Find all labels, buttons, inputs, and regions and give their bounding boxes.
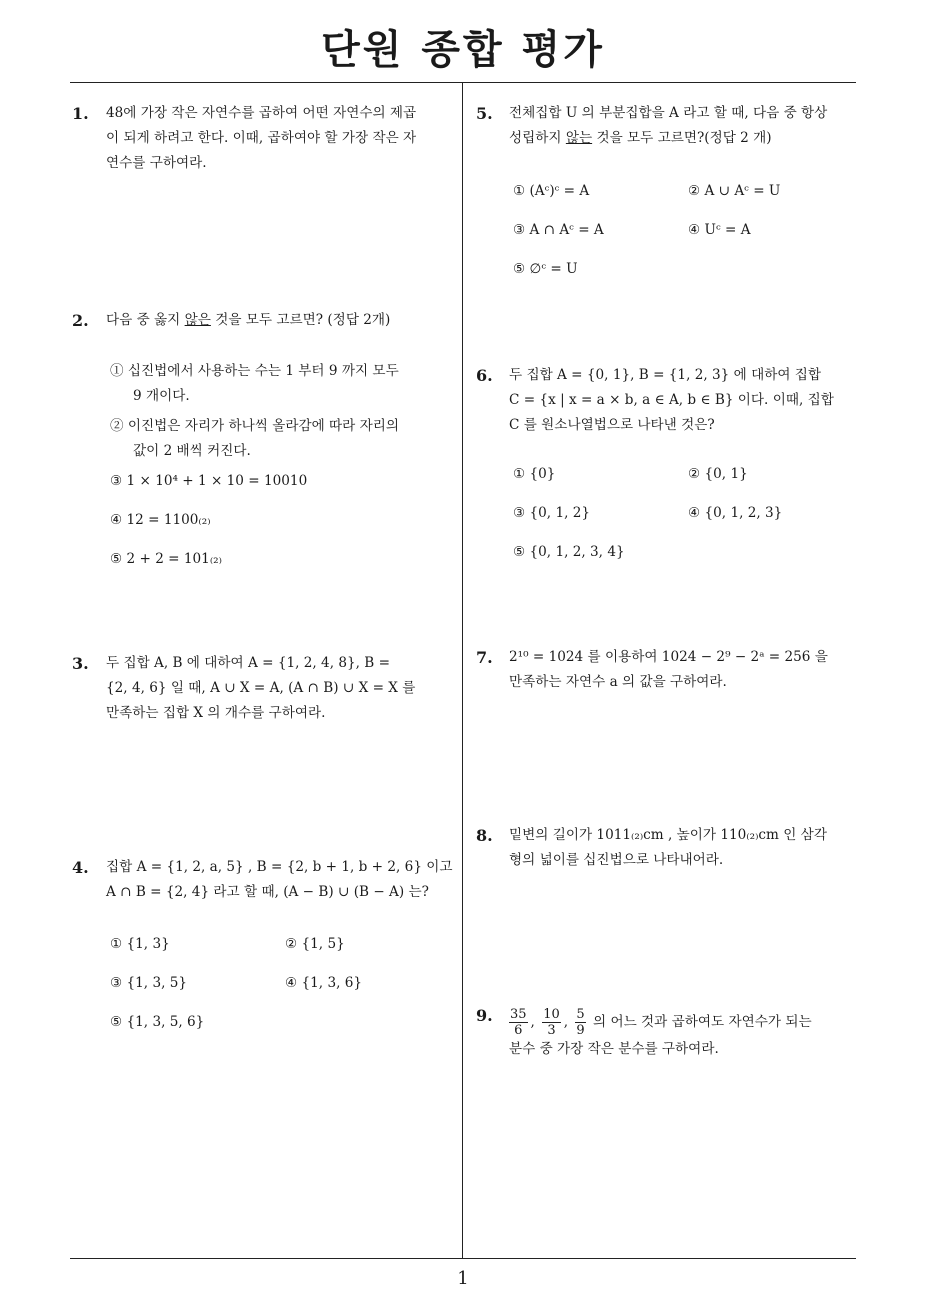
- question-number: 7.: [476, 648, 493, 667]
- underlined-word: 않는: [565, 130, 593, 146]
- text-line: 전체집합 U 의 부분집합을 A 라고 할 때, 다음 중 항상: [509, 105, 828, 121]
- text-line: 연수를 구하여라.: [106, 155, 207, 171]
- text-segment: 다음 중 옳지: [106, 312, 185, 328]
- choice-3: ③ {1, 3, 5}: [110, 975, 188, 991]
- text-line: C 를 원소나열법으로 나타낸 것은?: [509, 417, 715, 433]
- question-9-line-1: $\frac{35}{6}$ , $\frac{10}{3}$ , $\frac{5}{9}$ 의 어느 것과 곱하여도 자연수가 되는: [510, 1007, 812, 1038]
- fraction: [575, 1007, 585, 1038]
- question-number: 3.: [72, 654, 89, 673]
- choice-5: ⑤ {0, 1, 2, 3, 4}: [513, 544, 625, 560]
- choice-4: ④ 12 = 1100₍₂₎: [110, 512, 211, 528]
- question-number: 2.: [72, 311, 89, 330]
- text-line: A ∩ B = {2, 4} 라고 할 때, (A − B) ∪ (B − A) 는?: [106, 884, 429, 900]
- choice-3: ③ 1 × 10⁴ + 1 × 10 = 10010: [110, 473, 308, 489]
- question-number: 6.: [476, 366, 493, 385]
- text-line: 두 집합 A = {0, 1}, B = {1, 2, 3} 에 대하여 집합: [509, 367, 822, 383]
- choice-2: ② A ∪ Aᶜ = U: [688, 183, 781, 199]
- column-divider: [462, 83, 463, 1258]
- question-number: 5.: [476, 104, 493, 123]
- question-text: [106, 101, 456, 176]
- text-line: C = {x | x = a × b, a ∈ A, b ∈ B} 이다. 이때, 집합: [509, 392, 834, 408]
- choice-1: ① 십진법에서 사용하는 수는 1 부터 9 까지 모두: [110, 363, 399, 379]
- text-segment: 것을 모두 고르면? (정답 2개): [210, 312, 391, 328]
- numerator: 35: [510, 1007, 527, 1022]
- text-line: 만족하는 집합 X 의 개수를 구하여라.: [106, 705, 326, 721]
- choice-1-cont: 9 개이다.: [133, 388, 190, 404]
- question-text: [509, 363, 859, 438]
- numerator: 5: [576, 1007, 585, 1022]
- choice-4: ④ {1, 3, 6}: [285, 975, 363, 991]
- question-number: 1.: [72, 104, 89, 123]
- denominator: 3: [547, 1023, 556, 1038]
- text-line: 밑변의 길이가 1011₍₂₎cm , 높이가 110₍₂₎cm 인 삼각: [509, 827, 827, 843]
- numerator: 10: [543, 1007, 560, 1022]
- text-segment: 성립하지: [509, 130, 566, 146]
- choice-5: ⑤ {1, 3, 5, 6}: [110, 1014, 205, 1030]
- question-number: 4.: [72, 858, 89, 877]
- choice-3: ③ A ∩ Aᶜ = A: [513, 222, 604, 238]
- choice-2: ② {1, 5}: [285, 936, 345, 952]
- choice-1: ① {0}: [513, 466, 556, 482]
- choice-2: ② {0, 1}: [688, 466, 748, 482]
- text-line: 형의 넓이를 십진법으로 나타내어라.: [509, 852, 724, 868]
- text-line: [509, 126, 859, 151]
- text-line: 48에 가장 작은 자연수를 곱하여 어떤 자연수의 제곱: [106, 105, 417, 121]
- question-text: [106, 855, 456, 905]
- fraction: [542, 1007, 561, 1038]
- choice-4: ④ {0, 1, 2, 3}: [688, 505, 783, 521]
- text-segment: 것을 모두 고르면?(정답 2 개): [592, 130, 772, 146]
- choice-5: ⑤ 2 + 2 = 101₍₂₎: [110, 551, 222, 567]
- choice-4: ④ Uᶜ = A: [688, 222, 751, 238]
- denominator: 6: [514, 1023, 523, 1038]
- top-rule: [70, 82, 856, 83]
- question-9-line-2: 분수 중 가장 작은 분수를 구하여라.: [509, 1041, 719, 1057]
- choice-1: ① {1, 3}: [110, 936, 170, 952]
- denominator: 9: [576, 1023, 585, 1038]
- question-number: 8.: [476, 826, 493, 845]
- text-segment: 의 어느 것과 곱하여도 자연수가 되는: [593, 1014, 812, 1030]
- choice-1: ① (Aᶜ)ᶜ = A: [513, 183, 590, 199]
- question-text: [509, 101, 859, 151]
- text-line: 2¹⁰ = 1024 를 이용하여 1024 − 2⁹ − 2ᵃ = 256 을: [509, 649, 828, 665]
- question-text: [509, 823, 859, 873]
- question-text: [509, 645, 859, 695]
- choice-2-cont: 값이 2 배씩 커진다.: [133, 443, 251, 459]
- page-title: 단원 종합 평가: [321, 27, 605, 73]
- bottom-rule: [70, 1258, 856, 1259]
- question-text: [106, 308, 456, 333]
- text-line: {2, 4, 6} 일 때, A ∪ X = A, (A ∩ B) ∪ X = X 를: [106, 680, 416, 696]
- text-line: 집합 A = {1, 2, a, 5} , B = {2, b + 1, b + 2, 6} 이고: [106, 859, 453, 875]
- question-number: 9.: [476, 1006, 493, 1025]
- question-text: [106, 651, 456, 726]
- underlined-word: 않은: [184, 312, 211, 328]
- choice-2: ② 이진법은 자리가 하나씩 올라감에 따라 자리의: [110, 418, 400, 434]
- fraction: [509, 1007, 528, 1038]
- choice-3: ③ {0, 1, 2}: [513, 505, 591, 521]
- text-line: 만족하는 자연수 a 의 값을 구하여라.: [509, 674, 727, 690]
- choice-5: ⑤ ∅ᶜ = U: [513, 261, 578, 277]
- text-line: 이 되게 하려고 한다. 이때, 곱하여야 할 가장 작은 자: [106, 130, 417, 146]
- page-number: 1: [457, 1268, 469, 1289]
- text-line: 두 집합 A, B 에 대하여 A = {1, 2, 4, 8}, B =: [106, 655, 390, 671]
